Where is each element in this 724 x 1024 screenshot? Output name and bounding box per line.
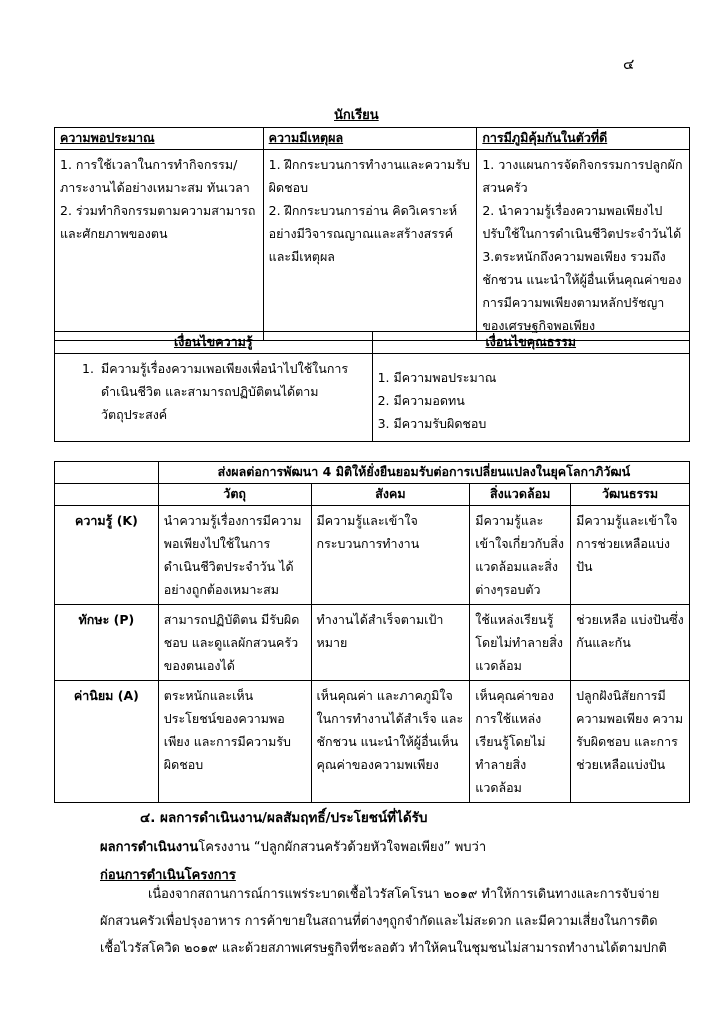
paragraph-line: เชื้อไวรัสโควิด ๒๐๑๙ และด้วยสภาพเศรษฐกิจที่ชะลอตัว ทำให้คนในชุมชนไม่สามารถทำงานได้ตามปกติ: [100, 941, 667, 956]
table-cell: เห็นคุณค่าของการใช้แหล่งเรียนรู้โดยไม่ทำลายสิ่งแวดล้อม: [470, 681, 571, 803]
knowledge-condition-header: เงื่อนไขความรู้: [55, 332, 373, 354]
table-cell: มีความรู้และเข้าใจการช่วยเหลือแบ่งปัน: [571, 506, 690, 605]
pillar-cell-moderation: [55, 150, 264, 341]
pillars-table: [54, 127, 690, 341]
list-item: 2. มีความอดทน: [377, 393, 465, 408]
column-header: วัตถุ: [158, 484, 311, 506]
column-header: สังคม: [311, 484, 470, 506]
section-heading: ๔. ผลการดำเนินงาน/ผลสัมฤทธิ์/ประโยชน์ที่ได้รับ: [140, 810, 428, 826]
column-header: สิ่งแวดล้อม: [470, 484, 571, 506]
list-item: 3. มีความรับผิดชอบ: [377, 416, 487, 431]
pillar-header-immunity: การมีภูมิคุ้มกันในตัวที่ดี: [477, 128, 690, 150]
students-heading: นักเรียน: [334, 108, 379, 123]
table-cell: มีความรู้และเข้าใจเกี่ยวกับสิ่งแวดล้อมและสิ่งต่างๆรอบตัว: [470, 506, 571, 605]
table-row: [55, 605, 690, 681]
paragraph-line: ผักสวนครัวเพื่อปรุงอาหาร การค้าขายในสถานที่ต่างๆถูกจำกัดและไม่สะดวก และมีความเสี่ยงในการติด: [100, 914, 658, 929]
impact-table: [54, 461, 690, 803]
list-number: 1.: [82, 361, 94, 376]
table-cell: มีความรู้และเข้าใจกระบวนการทำงาน: [311, 506, 470, 605]
list-item: 1. วางแผนการจัดกิจกรรมการปลูกผักสวนครัว: [482, 157, 683, 195]
row-label: ทักษะ (P): [55, 605, 159, 681]
column-header: วัฒนธรรม: [571, 484, 690, 506]
pillar-header-moderation: ความพอประมาณ: [55, 128, 264, 150]
pillar-header-reasonableness: ความมีเหตุผล: [263, 128, 477, 150]
list-item: 2. ร่วมทำกิจกรรมตามความสามารถและศักยภาพของตน: [60, 203, 256, 241]
table-cell: ช่วยเหลือ แบ่งปันซึ่งกันและกัน: [571, 605, 690, 681]
empty-corner-cell: [55, 484, 159, 506]
table-cell: นำความรู้เรื่องการมีความพอเพียงไปใช้ในการดำเนินชีวิตประจำวัน ได้อย่างถูกต้องเหมาะสม: [158, 506, 311, 605]
pillar-cell-immunity: [477, 150, 690, 341]
table-cell: ทำงานได้สำเร็จตามเป้าหมาย: [311, 605, 470, 681]
row-label: ความรู้ (K): [55, 506, 159, 605]
table-cell: ใช้แหล่งเรียนรู้โดยไม่ทำลายสิ่งแวดล้อม: [470, 605, 571, 681]
page-number: ๔: [623, 55, 635, 73]
row-label: ค่านิยม (A): [55, 681, 159, 803]
result-label: ผลการดำเนินงาน: [100, 840, 199, 855]
result-line: [100, 836, 486, 857]
table-row: [55, 681, 690, 803]
result-text: โครงงาน “ปลูกผักสวนครัวด้วยหัวใจพอเพียง” พบว่า: [198, 840, 487, 855]
morality-condition-cell: [372, 354, 689, 442]
list-item: 1. การใช้เวลาในการทำกิจกรรม/ภาระงานได้อย่างเหมาะสม ทันเวลา: [60, 157, 250, 195]
table-cell: สามารถปฏิบัติตน มีรับผิดชอบ และดูแลผักสวนครัวของตนเองได้: [158, 605, 311, 681]
list-item: 2. นำความรู้เรื่องความพอเพียงไปปรับใช้ในการดำเนินชีวิตประจำวันได้: [482, 203, 682, 241]
impact-title: ส่งผลต่อการพัฒนา 4 มิติให้ยั่งยืนยอมรับต่อการเปลี่ยนแปลงในยุคโลกาภิวัฒน์: [158, 462, 689, 484]
table-cell: ปลูกฝังนิสัยการมีความพอเพียง ความรับผิดชอบ และการช่วยเหลือแบ่งปัน: [571, 681, 690, 803]
table-cell: ตระหนักและเห็นประโยชน์ของความพอเพียง และการมีความรับผิดชอบ: [158, 681, 311, 803]
conditions-table: [54, 331, 690, 442]
knowledge-condition-item: มีความรู้เรื่องความเพอเพียงเพื่อนำไปใช้ในการดำเนินชีวิต และสามารถปฏิบัติตนได้ตามวัตถุประสงค์: [101, 361, 349, 422]
paragraph-line: เนื่องจากสถานการณ์การแพร่ระบาดเชื้อไวรัสโคโรนา ๒๐๑๙ ทำให้การเดินทางและการจับจ่าย: [148, 887, 660, 902]
table-cell: เห็นคุณค่า และภาคภูมิใจในการทำงานได้สำเร็จ และชักชวน แนะนำให้ผู้อื่นเห็นคุณค่าของความพเพียง: [311, 681, 470, 803]
list-item: 2. ฝึกกระบวนการอ่าน คิดวิเคราะห์อย่างมีวิจารณญาณและสร้างสรรค์ และมีเหตุผล: [268, 203, 458, 264]
pillar-cell-reasonableness: [263, 150, 477, 341]
list-item: 1. มีความพอประมาณ: [377, 370, 497, 385]
morality-condition-header: เงื่อนไขคุณธรรม: [372, 332, 689, 354]
table-row: [55, 506, 690, 605]
knowledge-condition-cell: [55, 354, 373, 442]
before-project-heading: ก่อนการดำเนินโครงการ: [100, 868, 236, 883]
list-item: 1. ฝึกกระบวนการทำงานและความรับผิดชอบ: [268, 157, 470, 195]
empty-corner-cell: [55, 462, 159, 484]
list-item: 3.ตระหนักถึงความพอเพียง รวมถึงชักชวน แนะนำให้ผู้อื่นเห็นคุณค่าของการมีความพเพียงตามหลักปรัชญาของเศรษฐกิจพอเพียง: [482, 249, 682, 333]
